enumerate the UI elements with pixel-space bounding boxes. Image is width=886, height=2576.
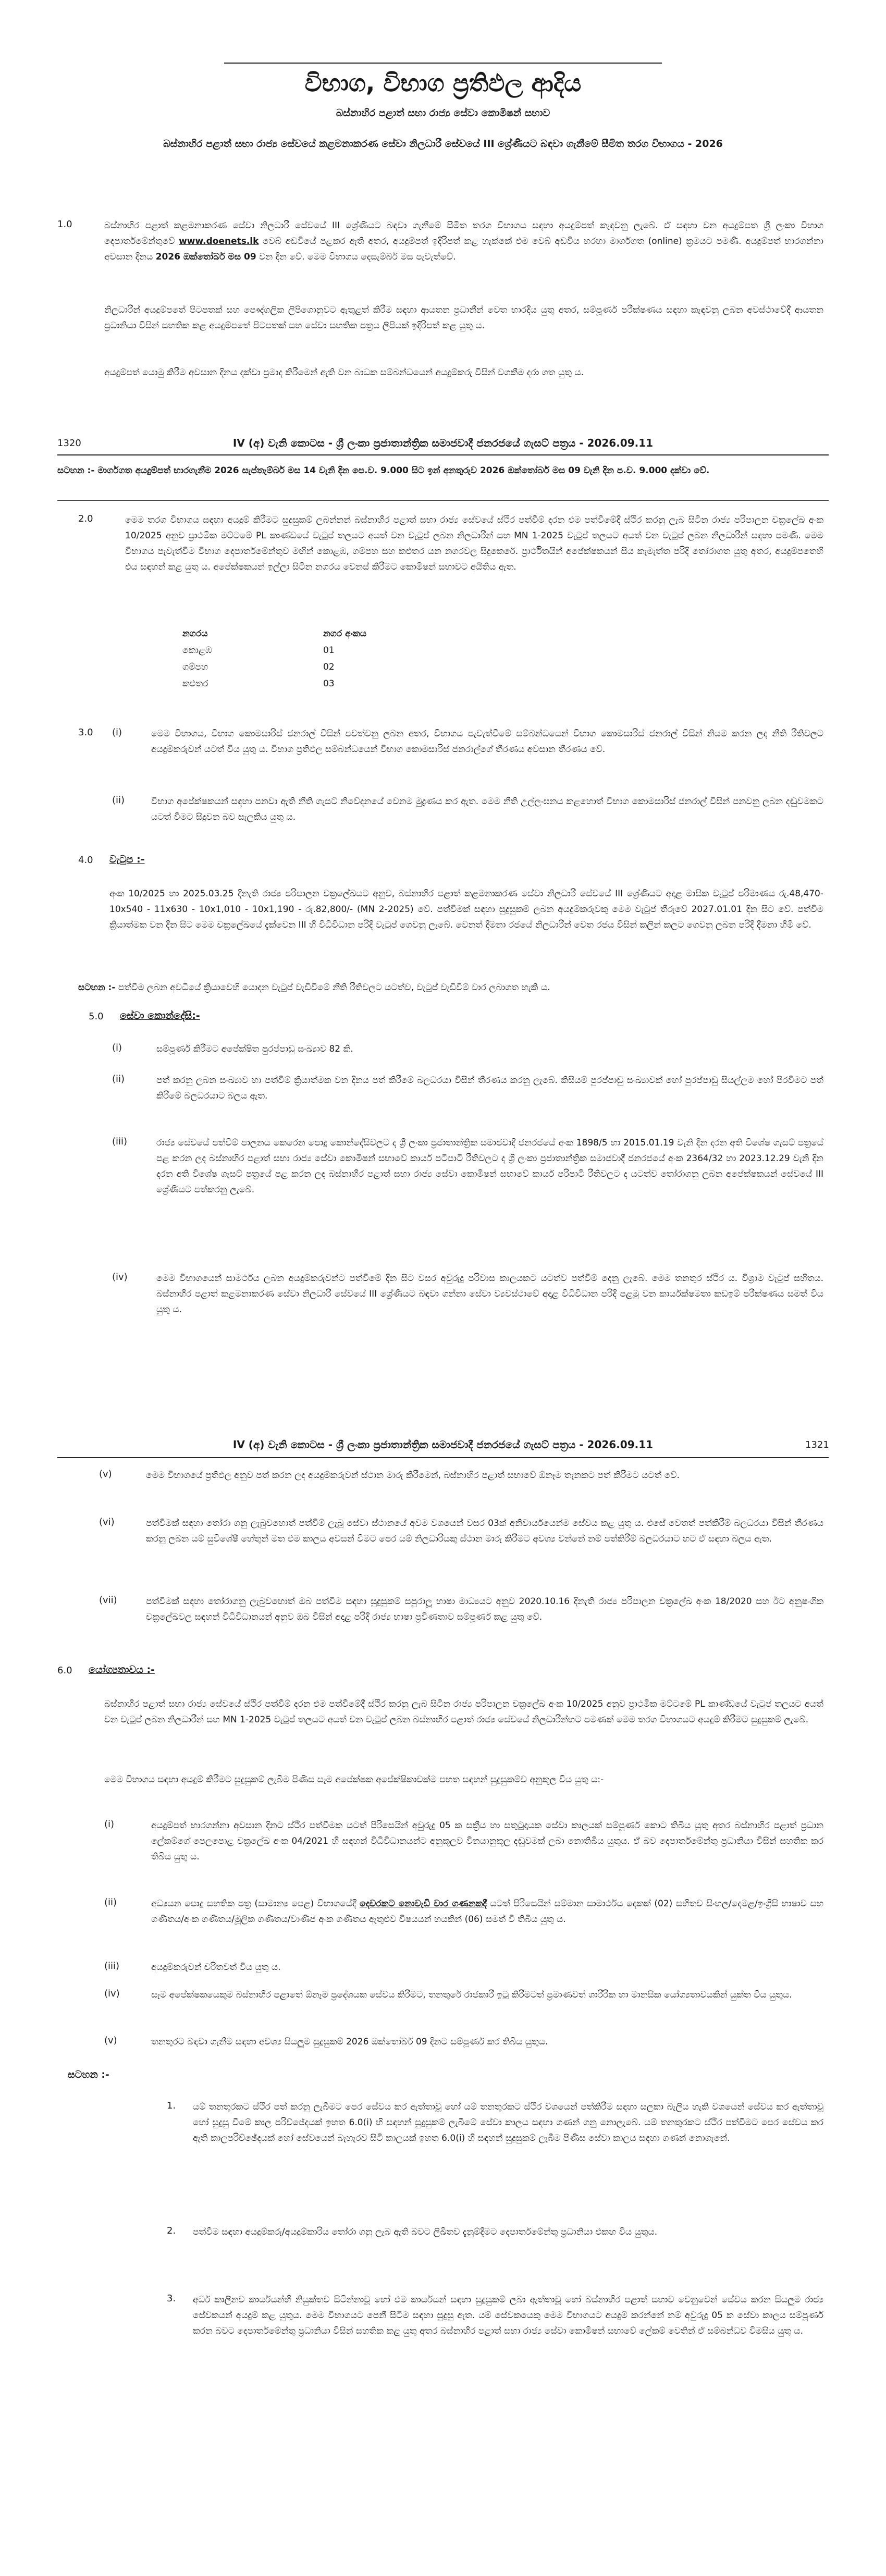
eligibility-paragraph-2: මෙම විභාගය සඳහා අයදුම් කිරීමට සුදුසුකම් ලැබීම පිණිස සෑම අපේක්ෂක අපේක්ෂිකාවක්ම පහත සඳහන් සුදුසුකම්ව අනුකූල විය යුතු ය:- — [104, 1774, 604, 1785]
note-item: අර්ධ කාලීනව කාර්යයන්හි නියුක්තව සිටින්නාවූ හෝ එම කාර්යයන් සඳහා සුදුසුකම් ලබා ඇත්තාවූ හෝ බස්නාහිර පළාත් සභාව වෙනුවෙන් සේවය කරන සියලුම රාජ්‍ය සේවකයන් අයදුම් කළ යුතුය. මෙම විභාගයට පෙනී සිටීම සඳහා සුදුසු ඇත. යම් සේවකයෙකු මෙම විභාගයට අයදුම් කරන්නේ නම් අවුරුදු 05 ක සේවා කාලය සම්පූර්ණ කරන බවට දෙපාර්තමේන්තු ප්‍රධානියා විසින් සහතික කළ යුතු අතර බස්නාහිර පළාත් සභා රාජ්‍ය සේවා කොමිෂන් සභාවේ ලේකම් වෙතින් ඒ සම්බන්ධව විමසිය යුතු ය. — [193, 2295, 823, 2336]
item-label: (i) — [104, 1819, 115, 1830]
city-table — [182, 625, 366, 692]
page-number: 1321 — [805, 1439, 829, 1450]
item-label: (iii) — [112, 1136, 128, 1147]
eligibility-heading: යෝග්‍යතාවය :- — [89, 1664, 155, 1675]
eligibility-item: තනතුරට බඳවා ගැනීම සඳහා අවශ්‍ය සියලුම සුදුසුකම් 2026 ඔක්තෝබර් 09 දිනට සම්පූර්ණ කර තිබිය යුතුය. — [151, 2037, 548, 2047]
section-number: 1.0 — [57, 219, 72, 230]
salary-paragraph: අංක 10/2025 හා 2025.03.25 දිනැති රාජ්‍ය පරිපාලන චක්‍රලේඛයට අනුව, බස්නාහිර පළාත් කළමනාකරණ සේවා නිලධාරී සේවයේ III ශ්‍රේණියට අදාළ මාසික වැටුප් පරිමාණය රු.48,470-10x540 - 11x630 - 10x1,010 - 10x1,190 - රු.82,800/- (MN 2-2025) වේ. පත්වීමක් සඳහා සුදුසුකම් ලබන අයදුම්කරුවකු මෙම වැටුප් තීරුවේ 2027.01.01 දින සිට වේ. පත්වීම ක්‍රියාත්මක වන දින සිට මෙම චක්‍රලේඛයේ දැක්වෙන III හි විධිවිධාන පරිදි වැටුප් ගෙවනු ලැබේ. වෙනත් දීමනා රජයේ නිලධාරීන් වෙත රජය විසින් කලින් කලට ගෙවනු ලබන පරිදි දීමනා හිමි වේ. — [109, 889, 823, 930]
item-label: (ii) — [112, 1074, 125, 1084]
salary-heading: වැටුප :- — [109, 854, 145, 865]
gazette-rule — [57, 1457, 829, 1458]
item-label: 2. — [167, 2225, 176, 2236]
section-1-paragraph-2: නිලධාරීන් අයදුම්පතේ පිටපතක් සහ පෞද්ගලික ලිපිගොනුවට ඇතුළත් කිරීම සඳහා ආයතන ප්‍රධානීන් වෙත භාරදිය යුතු අතර, සම්පූර්ණ පරීක්ෂණය සඳහා කැඳවනු ලබන අවස්ථාවේදී ආයතන ප්‍රධානියා විසින් සහතික කළ අයදුම්පතේ පිටපතක් සහ සේවා සහතික පත්‍රය ලිපියක් ඉදිරිපත් කළ යුතු ය. — [104, 305, 823, 331]
note-online-dates: සටහන :- මාර්ගගත අයදුම්පත් භාරගැනීම 2026 සැප්තැම්බර් මස 14 වැනි දින පෙ.ව. 9.000 සිට ඉන් අනතුරුව 2026 ඔක්තෝබර් මස 09 වැනි දින ප.ව. 9.000 දක්වා වේ. — [57, 465, 710, 476]
condition-item: පත්වීමක් සඳහා තෝරා ගනු ලැබුවහොත් පත්වීම් ලැබූ සේවා ස්ථානයේ අවම වශයෙන් වසර 03ක් අනිවාර්යයෙන්ම සේවය කළ යුතු ය. එසේ වෙතත් පත්කිරීම් බලධරයා විසින් තීරණය කරනු ලබන යම් සුවිශේෂී හේතුන් මත එම කාලය අවසන් වීමට පෙර යම් නිලධාරියකු ස්ථාන මාරු කිරීමට අවශ්‍ය වන්නේ නම් පත්කිරීම් බලධරයාට හට ඒ සඳහා බලය ඇත. — [146, 1518, 823, 1544]
gazette-rule — [57, 454, 829, 455]
item-label: (i) — [112, 727, 122, 738]
notes-heading: සටහන :- — [68, 2069, 109, 2080]
item-label: 3. — [167, 2293, 176, 2304]
table-row: කොළඹ 01 — [182, 645, 335, 656]
item-label: 1. — [167, 2100, 176, 2111]
condition-item: පත් කරනු ලබන සංඛ්‍යාව හා පත්වීම් ක්‍රියාත්මක වන දිනය පත් කිරීමේ බලධරයා විසින් තීරණය කරනු ලැබේ. කිසියම් පුරප්පාඩු සංඛ්‍යාවක් හෝ පුරප්පාඩු සියල්ලම හෝ පිරවීමට පත් කිරීමේ බලධරයාට බලය ඇත. — [156, 1075, 823, 1101]
item-label: (vi) — [99, 1517, 115, 1527]
condition-item: පත්වීමක් සඳහා තෝරාගනු ලැබුවහොත් ඔබ පත්වීම සඳහා සුදුසුකම් සපුරාලූ භාෂා මාධ්‍යයට අනුව 2020.10.16 දිනැති රාජ්‍ය පරිපාලන චක්‍රලේඛ අංක 18/2020 සහ ඊට අනුෂංගික චක්‍රලේඛවල සඳහන් විධිවිධානයන් අනුව ඔබ විසින් අදාළ පරිදි රාජ්‍ය භාෂා ප්‍රවීණතාව සම්පූර්ණ කළ යුතු වේ. — [146, 1596, 823, 1622]
website-link[interactable]: www.doenets.lk — [179, 236, 259, 246]
section-number: 6.0 — [57, 1665, 72, 1676]
col-code: නගර අංකය — [323, 628, 366, 639]
section-1-paragraph-3: අයදුම්පත් යොමු කිරීම අවසාන දිනය දක්වා ප්‍රමාද කිරීමෙන් ඇති වන බාධක සම්බන්ධයෙන් අයදුම්කරු විසින් වගකීම දරා ගත යුතු ය. — [104, 367, 584, 378]
condition-item: මෙම විභාගයේ ප්‍රතිඵල අනුව පත් කරන ලද අයදුම්කරුවන් ස්ථාන මාරු කිරීමෙන්, බස්නාහිර පළාත් සභාවේ ඕනෑම තැනකට පත් කිරීමට යටත් වේ. — [146, 1470, 680, 1481]
item-label: (iii) — [104, 1961, 120, 1971]
top-rule — [224, 63, 662, 64]
section-number: 4.0 — [78, 855, 93, 866]
table-row: කළුතර 03 — [182, 679, 335, 689]
eligibility-item: අයදුම්පත් භාරගන්නා අවසාන දිනට ස්ථිර පත්වීමක යටත් පිරිසෙයින් අවුරුදු 05 ක සක්‍රීය හා සතුටුදායක සේවා කාලයක් සම්පූර්ණ කොට තිබිය යුතු අතර බස්නාහිර පළාත් ප්‍රධාන ලේකම්ගේ පෙලපොළ චක්‍රලේඛ අංක 04/2021 හි සඳහන් විධිවිධානයන්ට අනුකූලව විනයානුකූල දඬුවමක් ලබා නොතිබිය යුතුය. ඒ බව දෙපාර්තමේන්තු ප්‍රධානියා විසින් සහතික කර තිබිය යුතු ය. — [151, 1820, 823, 1862]
condition-item: මෙම විභාගයෙන් සාමර්ථය ලබන අයදුම්කරුවන්ට පත්වීමේ දින සිට වසර අවුරුදු පරිවාස කාලයකට යටත්ව පත්වීම් දෙනු ලැබේ. මෙම තනතුර ස්ථිර ය. විශ්‍රාම වැටුප් සහිතය. බස්නාහිර පළාත් කළමනාකරණ සේවා නිලධාරී සේවයේ III ශ්‍රේණියට බඳවා ගන්නා සේවා ව්‍යවස්ථාවේ අදාළ විධිවිධාන පරිදි පළමු වන කාර්යක්ෂමතා කඩඉම් පරීක්ෂණය සමත් විය යුතු ය. — [156, 1273, 823, 1315]
eligibility-item: සෑම අපේක්ෂකයෙකුම බස්නාහිර පළාතේ ඕනෑම ප්‍රදේශයක සේවය කිරීමට, තනතුරේ රාජකාරී ඉටු කිරීමටත් ප්‍රමාණවත් ශාරීරික හා මානසික යෝග්‍යතාවයකින් යුක්ත විය යුතුය. — [151, 1990, 792, 2000]
eligibility-item: අධ්‍යයන පොදු සහතික පත්‍ර (සාමාන්‍ය පෙළ) විභාගයේදී දෙවරකට නොවැඩි වාර ගණනකදී යටත් පිරිසෙයින් සම්මාන සාමාර්ථය දෙකක් (02) සහිතව සිංහල/දෙමළ/ඉංග්‍රීසි භාෂාව සහ ගණිතය/අංක ගණිතය/මූලික ගණිතය/වාණිජ අංක ගණිතය ඇතුළුව විෂයයන් හයකින් (06) සමත් වී තිබිය යුතු ය. — [151, 1899, 824, 1925]
closing-date: 2026 ඔක්තෝබර් මස 09 — [155, 252, 256, 262]
table-row: ගම්පහ 02 — [182, 662, 335, 672]
item-label: (v) — [104, 2035, 117, 2046]
eligibility-item: අයදුම්කරුවන් චරිතවත් විය යුතු ය. — [151, 1962, 281, 1973]
section-2-paragraph: මෙම තරග විභාගය සඳහා අයදුම් කිරීමට සුදුසුකම් ලබන්නන් බස්නාහිර පළාත් සභා රාජ්‍ය සේවයේ ස්ථිර පත්වීම් දරන එම පත්වීමේදී ස්ථිර කරනු ලැබ සිටින රාජ්‍ය පරිපාලන චක්‍රලේඛ අංක 10/2025 අනුව ප්‍රාථමික මට්ටමේ PL කාණ්ඩයේ වැටුප් තලයට අයත් වන වැටුප් ලබන නිලධාරීන් සහ MN 1-2025 වැටුප් තලයට අයත් වන වැටුප් ලබන නිලධාරීන් සඳහා පමණි. මෙම විභාගය පැවැත්වීම විභාග දෙපාර්තමේන්තුව මඟින් කොළඹ, ගම්පහ සහ කළුතර යන නගරවල සිදුකෙරේ. ප්‍රාර්ථිතයින් අපේක්ෂකයන් සිය කැමැත්ත පරිදි තෝරාගත යුතු අතර, අයදුම්පතෙහි එය සඳහන් කළ යුතු ය. අපේක්ෂකයන් ඉල්ලා සිටින නගරය වෙනස් කිරීමට කොමිෂන් සභාවට අයිතිය ඇත. — [125, 515, 823, 572]
gazette-header: IV (අ) වැනි කොටස - ශ්‍රී ලංකා ප්‍රජාතාන්ත්‍රික සමාජවාදී ජනරජයේ ගැසට් පත්‍රය - 2026.09.11 — [232, 1438, 654, 1451]
city-table-header — [182, 625, 366, 642]
exam-name: බස්නාහිර පළාත් සභා රාජ්‍ය සේවයේ කළමනාකරණ සේවා නිලධාරී සේවයේ III ශ්‍රේණියට බඳවා ගැනීමේ සීමිත තරග විභාගය - 2026 — [163, 138, 723, 150]
item-label: (ii) — [104, 1897, 117, 1908]
page-number: 1320 — [57, 438, 81, 449]
item-label: (iv) — [104, 1988, 120, 1999]
page-title: විභාග, විභාග ප්‍රතිඵල ආදිය — [304, 69, 582, 97]
item-label: (v) — [99, 1469, 112, 1480]
condition-item: රාජ්‍ය සේවයේ පත්වීම් පාලනය කෙරෙන පොදු කොන්දේසිවලට ද ශ්‍රී ලංකා ප්‍රජාතාන්ත්‍රික සමාජවාදී ජනරජයේ අංක 1898/5 හා 2015.01.19 වැනි දින දරන අති විශේෂ ගැසට් පත්‍රයේ පළ කරන ලද බස්නාහිර පළාත් සභා රාජ්‍ය සේවා කොමිෂන් සභාවේ කාර්ය පටිපාටි රීතිවලට ද ශ්‍රී ලංකා ප්‍රජාතාන්ත්‍රික සමාජවාදී ජනරජයේ අංක 2364/32 හා 2023.12.29 වැනි දින දරන අති විශේෂ ගැසට් පත්‍රයේ පළ කරන ලද බස්නාහිර පළාත් සභා රාජ්‍ය සේවා කොමිෂන් සභාවේ කාර්ය පරිපාටි රීතිවලට ද යටත්ව තෝරාගනු ලබන අපේක්ෂකයන් සේවයේ III ශ්‍රේණියට පත්කරනු ලැබේ. — [156, 1138, 823, 1195]
section-3-item-2: විභාග අපේක්ෂකයන් සඳහා පනවා ඇති නීති ගැසට් නිවේදනයේ වෙනම මුද්‍රණය කර ඇත. මෙම නීති උල්ලංඝනය කළහොත් විභාග කොමසාරිස් ජනරාල් විසින් පනවනු ලබන දඬුවමකට යටත් වීමට සිදුවන බව සැලකිය යුතු ය. — [151, 796, 823, 822]
condition-item: සම්පූර්ණ කිරීමට අපේක්ෂිත පුරප්පාඩු සංඛ්‍යාව 82 කි. — [156, 1044, 353, 1054]
org-name: බස්නාහිර පළාත් සභා රාජ්‍ය සේවා කොමිෂන් සභාව — [336, 107, 550, 119]
note-item: පත්වීම සඳහා අයදුම්කරු/අයදුම්කාරිය තෝරා ගනු ලැබ ඇති බවට ලිඛිතව දැනුම්දීමට දෙපාර්තමේන්තු ප්‍රධානියා එකඟ විය යුතුය. — [193, 2227, 658, 2237]
gazette-header: IV (අ) වැනි කොටස - ශ්‍රී ලංකා ප්‍රජාතාන්ත්‍රික සමාජවාදී ජනරජයේ ගැසට් පත්‍රය - 2026.09.11 — [232, 437, 654, 449]
service-conditions-heading: සේවා කොන්දේසි:- — [120, 1010, 200, 1021]
section-number: 5.0 — [89, 1011, 104, 1022]
section-number: 2.0 — [78, 513, 93, 524]
item-label: (vii) — [99, 1595, 117, 1606]
item-label: (ii) — [112, 795, 125, 806]
attempts-emphasis: දෙවරකට නොවැඩි වාර ගණනකදී — [360, 1899, 487, 1909]
section-3-item-1: මෙම විභාගය, විභාග කොමසාරිස් ජනරාල් විසින් පවත්වනු ලබන අතර, විභාගය පැවැත්වීමේ සම්බන්ධයෙන් විභාග කොමසාරිස් ජනරාල් විසින් නියම කරන ලද නීති රීතිවලට අයදුම්කරුවන් යටත් විය යුතු ය. විභාග ප්‍රතිඵල සම්බන්ධයෙන් විභාග කොමසාරිස් ජනරාල්ගේ තීරණය අවසාන තීරණය වේ. — [151, 729, 823, 755]
col-city: නගරය — [182, 628, 208, 639]
section-number: 3.0 — [78, 727, 93, 738]
salary-note: සටහන :- පත්වීම ලබන අවධියේ ක්‍රියාවෙහි යොදන වැටුප් වැඩිවීමේ නීති රීතිවලට යටත්ව, වැටුප් වැඩිවීම් වාර ලබාගත හැකි ය. — [78, 982, 550, 993]
item-label: (i) — [112, 1042, 122, 1053]
note-rule — [57, 500, 829, 501]
note-item: යම් තනතුරකට ස්ථිර පත් කරනු ලැබීමට පෙර සේවය කර ඇත්තාවූ හෝ යම් තනතුරකට ස්ථිර වශයෙන් පත්කිරීම සඳහා සලකා බැලිය හැකි වශයෙන් සේවය කර ඇත්තාවූ හෝ සුදුසු වීමේ කාල පරිච්ඡේදයක් ඉහත 6.0(i) හි සඳහන් සුදුසුකම් ලැබීමේ සේවා කාලය සඳහා ගණන් ගනු නොලැබේ. යම් තනතුරකට ස්ථිර පත්වීමට පෙර සේවය කර ඇති කාලපරිච්ඡේදයක් හෝ සේවයෙන් බැහැරව සිටි කාලයක් ඉහත 6.0(i) හි සඳහන් සුදුසුකම් ලැබීම පිණිස සේවා කාලය සඳහා ගණන් නොගැනේ. — [193, 2102, 823, 2143]
section-1-paragraph-1: බස්නාහිර පළාත් කළමනාකරණ සේවා නිලධාරී සේවයේ III ශ්‍රේණියට බඳවා ගැනීමේ සීමිත තරග විභාගය සඳහා අයදුම්පත් කැඳවනු ලැබේ. ඒ සඳහා වන අයදුම්පත ශ්‍රී ලංකා විභාග දෙපාර්තමේන්තුවේ www.doenets.lk වෙබ් අඩවියේ පළකර ඇති අතර, අයදුම්පත් ඉදිරිපත් කළ හැක්කේ එම වෙබ් අඩවිය හරහා මාර්ගගත (online) ක්‍රමයට පමණි. අයදුම්පත් භාරගන්නා අවසාන දිනය 2026 ඔක්තෝබර් මස 09 වන දින වේ. මෙම විභාගය දෙසැම්බර් මස පැවැත්වේ. — [104, 220, 824, 262]
eligibility-paragraph-1: බස්නාහිර පළාත් සභා රාජ්‍ය සේවයේ ස්ථිර පත්වීම් දරන එම පත්වීමේදී ස්ථිර කරනු ලැබ සිටින රාජ්‍ය පරිපාලන චක්‍රලේඛ අංක 10/2025 අනුව ප්‍රාථමික මට්ටමේ PL කාණ්ඩයේ වැටුප් තලයට අයත් වන වැටුප් ලබන නිලධාරීන් සහ MN 1-2025 වැටුප් තලයට අයත් වන වැටුප් ලබන බස්නාහිර පළාත් රාජ්‍ය සේවයේ නිලධාරීන්හට පමණක් මෙම තරග විභාගයට අයදුම් කිරීමට සුදුසුකම් ලැබේ. — [104, 1699, 823, 1725]
item-label: (iv) — [112, 1272, 128, 1283]
